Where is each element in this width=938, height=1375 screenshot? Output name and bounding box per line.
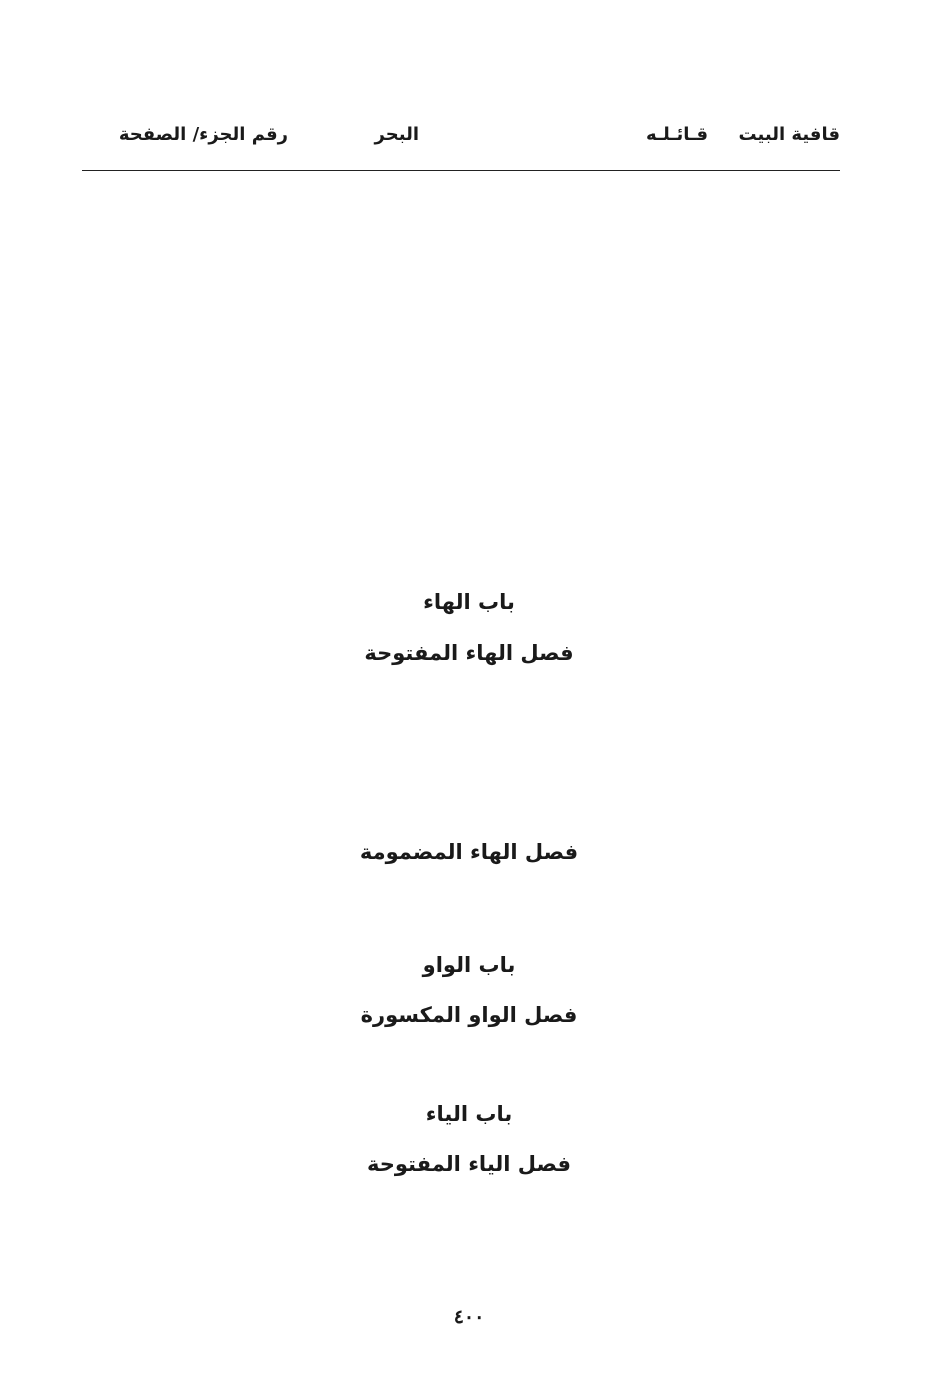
section-heading-ha-madmuma: فصل الهاء المضمومة (359, 840, 579, 864)
chapter-heading-waw: باب الواو (422, 953, 516, 977)
page-number: ٤٠٠ (453, 1306, 485, 1328)
section-heading-ya-maftuha: فصل الياء المفتوحة (367, 1152, 571, 1176)
chapter-heading-ha: باب الهاء (423, 590, 515, 614)
section-heading-waw-maksura: فصل الواو المكسورة (360, 1003, 578, 1027)
header-rule (82, 170, 840, 171)
chapter-heading-ya: باب الياء (425, 1102, 513, 1126)
section-heading-ha-maftuha: فصل الهاء المفتوحة (364, 641, 574, 665)
header-meter: البحر (374, 124, 419, 145)
header-ref: رقم الجزء/ الصفحة (118, 124, 288, 145)
header-poet: قـائـلـه (645, 124, 708, 145)
header-rhyme: قافية البيت (738, 124, 840, 145)
